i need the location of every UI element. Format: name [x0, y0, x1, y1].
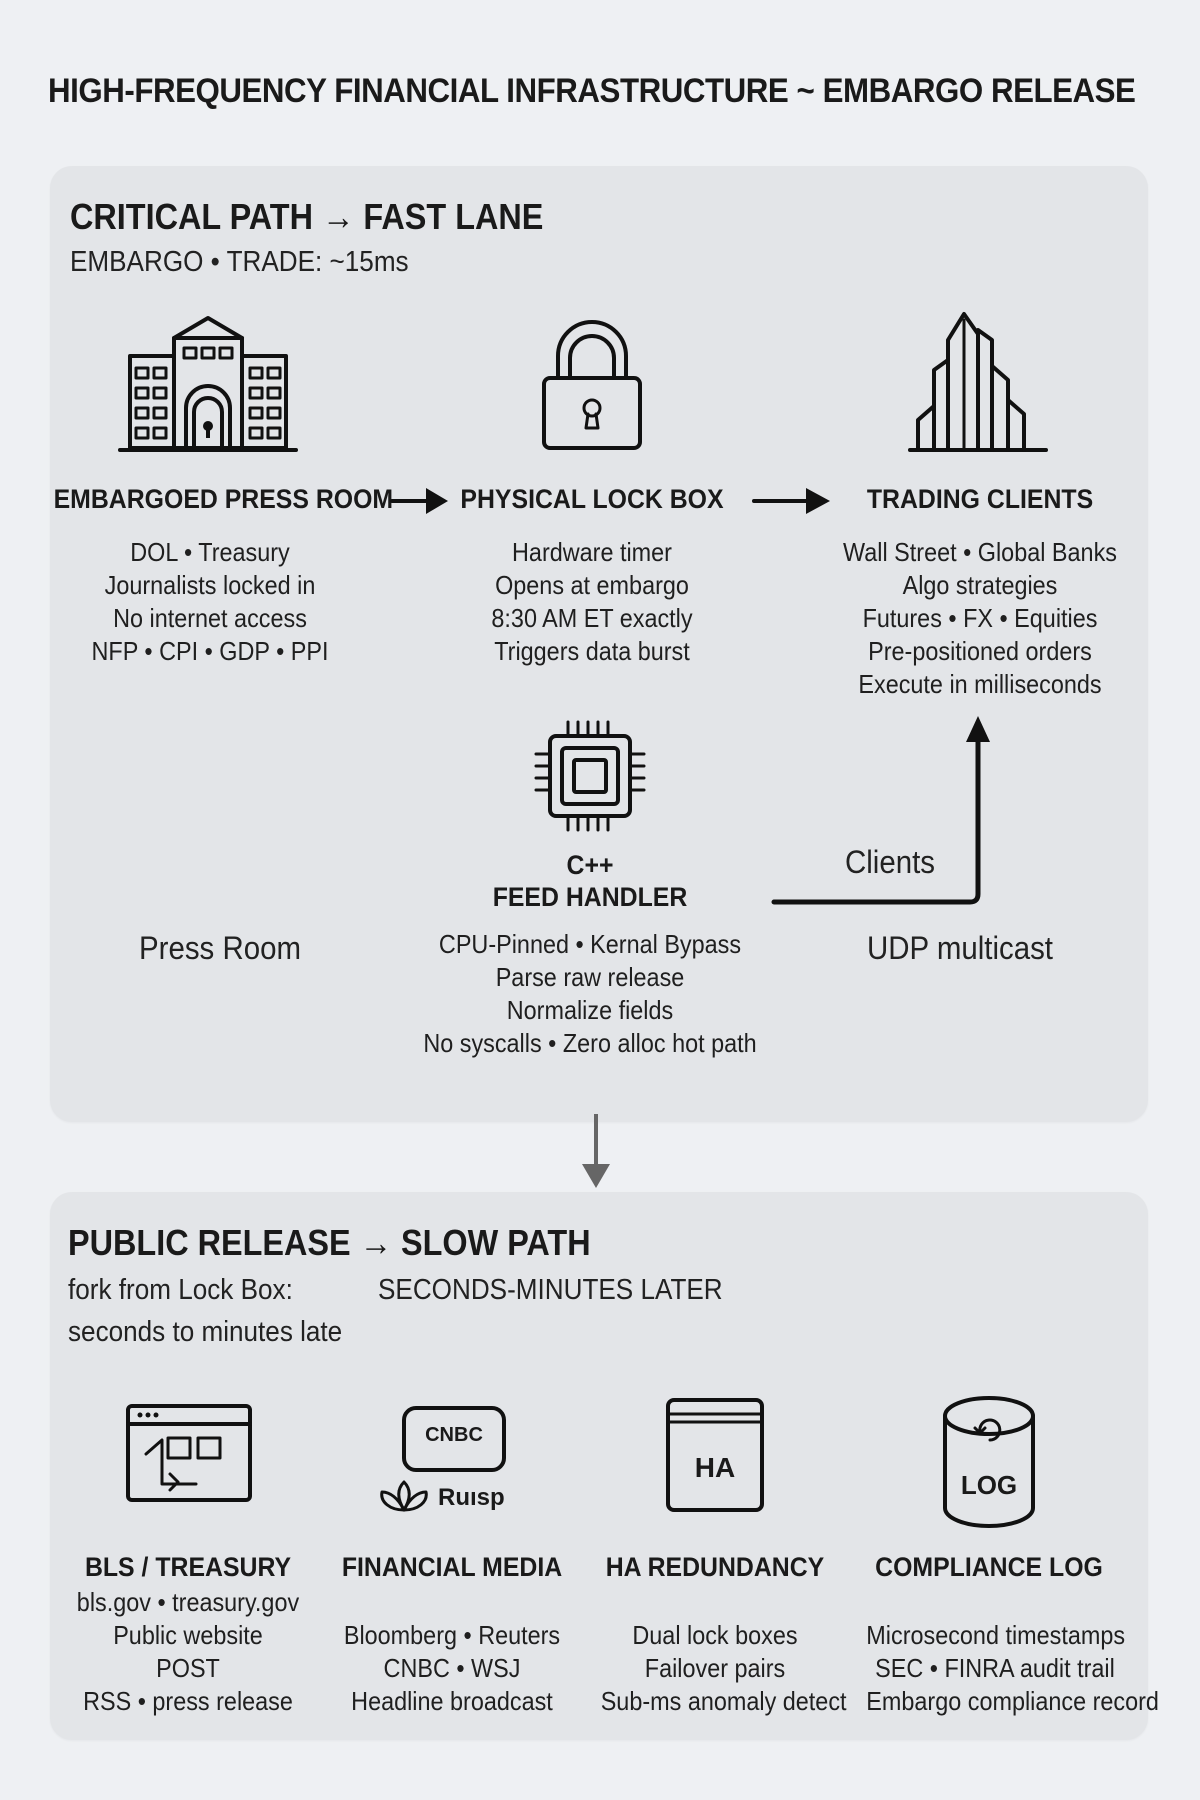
media-logo-text: Ruısp	[438, 1484, 505, 1511]
cnbc-logo-text: CNBC	[425, 1424, 483, 1446]
feed-handler-description	[401, 928, 779, 1060]
financial-media-description	[337, 1619, 567, 1718]
slow-path-title: PUBLIC RELEASE → SLOW PATH	[68, 1222, 591, 1263]
lock-box-line: 8:30 AM ET exactly	[491, 603, 693, 633]
ha-redundancy-line: Sub-ms anomaly detect	[600, 1686, 847, 1716]
trading-clients-line: Algo strategies	[902, 570, 1058, 600]
feed-handler-line: Normalize fields	[506, 995, 674, 1025]
skyscraper-icon	[908, 310, 1048, 456]
fast-lane-subtitle: EMBARGO • TRADE: ~15ms	[70, 246, 409, 278]
building-icon	[118, 316, 298, 456]
clients-label: Clients	[845, 844, 935, 880]
udp-multicast-label: UDP multicast	[867, 930, 1053, 966]
trading-clients-description	[836, 536, 1124, 701]
financial-media-line: Bloomberg • Reuters	[343, 1620, 561, 1650]
cnbc-logo-icon	[376, 1404, 526, 1516]
node-title-lock-box: PHYSICAL LOCK BOX	[460, 484, 724, 514]
node-title-bls-treasury: BLS / TREASURY	[84, 1552, 292, 1582]
browser-window-icon	[126, 1404, 252, 1504]
ha-redundancy-line: Failover pairs	[644, 1653, 786, 1683]
press-room-line: DOL • Treasury	[130, 537, 290, 567]
compliance-log-line: Embargo compliance record	[866, 1686, 1159, 1716]
padlock-icon	[540, 318, 644, 454]
cylinder-shape-icon	[942, 1396, 1036, 1528]
database-cylinder-icon	[942, 1396, 1036, 1528]
financial-media-line: CNBC • WSJ	[383, 1653, 521, 1683]
ha-redundancy-description	[600, 1619, 847, 1718]
bls-treasury-description	[69, 1586, 307, 1718]
node-title-trading-clients: TRADING CLIENTS	[866, 484, 1094, 514]
slow-path-subtitle: seconds to minutes late	[68, 1316, 343, 1348]
press-room-description	[57, 536, 363, 668]
bls-treasury-line: POST	[156, 1653, 220, 1683]
trading-clients-line: Execute in milliseconds	[858, 669, 1102, 699]
lock-box-line: Opens at embargo	[495, 570, 689, 600]
slow-path-latency-label: SECONDS-MINUTES LATER	[378, 1274, 723, 1306]
bls-treasury-line: Public website	[113, 1620, 263, 1650]
arrow-right-icon	[390, 484, 450, 518]
node-title-financial-media: FINANCIAL MEDIA	[341, 1552, 563, 1582]
page-title: HIGH-FREQUENCY FINANCIAL INFRASTRUCTURE ~ EMBARGO RELEASE	[48, 72, 1136, 110]
feed-handler-title: FEED HANDLER	[492, 882, 688, 912]
trading-clients-line: Futures • FX • Equities	[862, 603, 1098, 633]
compliance-log-line: Microsecond timestamps	[866, 1620, 1126, 1650]
node-title-press-room: EMBARGOED PRESS ROOM	[53, 484, 394, 514]
slow-path-fork-label: fork from Lock Box:	[68, 1274, 293, 1306]
arrow-down-icon	[580, 1112, 612, 1190]
fast-lane-title: CRITICAL PATH → FAST LANE	[70, 196, 544, 237]
financial-media-line: Headline broadcast	[351, 1686, 553, 1716]
arrow-right-icon	[752, 484, 832, 518]
compliance-log-line: SEC • FINRA audit trail	[875, 1653, 1115, 1683]
feed-handler-line: Parse raw release	[495, 962, 685, 992]
lock-box-line: Triggers data burst	[494, 636, 690, 666]
peacock-icon	[376, 1480, 432, 1512]
log-icon-text: LOG	[960, 1470, 1018, 1500]
feed-handler-line: No syscalls • Zero alloc hot path	[423, 1028, 757, 1058]
compliance-log-description	[866, 1619, 1159, 1718]
node-title-compliance-log: COMPLIANCE LOG	[875, 1552, 1103, 1582]
server-box-icon	[666, 1398, 764, 1512]
feed-handler-lang: C++	[566, 850, 614, 880]
lock-box-line: Hardware timer	[512, 537, 672, 567]
press-room-line: Journalists locked in	[104, 570, 316, 600]
cpu-chip-icon	[534, 720, 646, 832]
ha-redundancy-line: Dual lock boxes	[632, 1620, 798, 1650]
bls-treasury-line: bls.gov • treasury.gov	[76, 1587, 300, 1617]
press-room-line: NFP • CPI • GDP • PPI	[91, 636, 329, 666]
press-room-line: No internet access	[113, 603, 307, 633]
bls-treasury-line: RSS • press release	[83, 1686, 293, 1716]
lock-box-description	[457, 536, 727, 668]
trading-clients-line: Wall Street • Global Banks	[843, 537, 1117, 567]
trading-clients-line: Pre-positioned orders	[868, 636, 1092, 666]
press-room-label: Press Room	[139, 930, 301, 966]
feed-handler-line: CPU-Pinned • Kernal Bypass	[438, 929, 742, 959]
ha-icon-text: HA	[694, 1452, 736, 1483]
node-title-ha-redundancy: HA REDUNDANCY	[605, 1552, 825, 1582]
